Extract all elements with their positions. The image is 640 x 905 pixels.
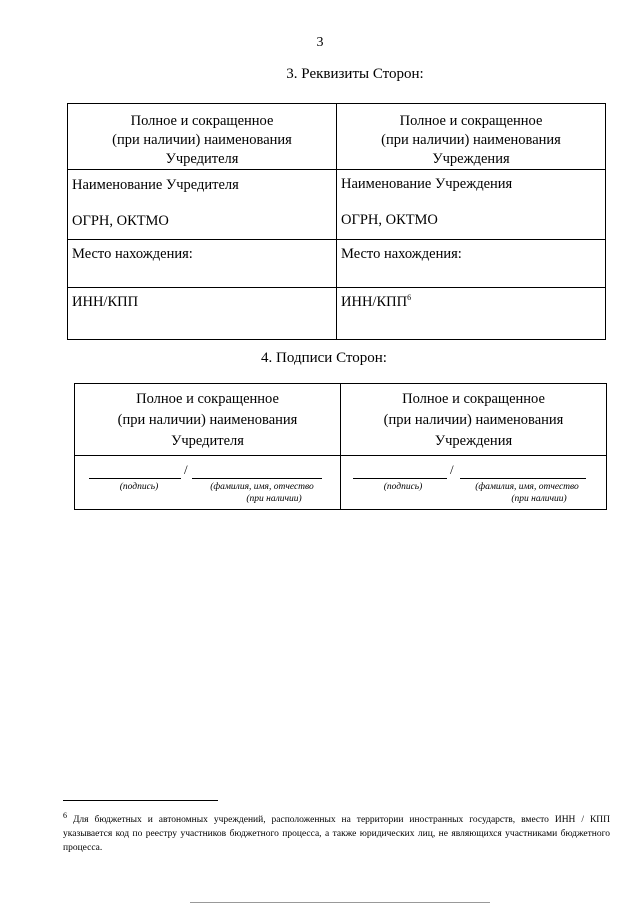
founder-signature-header-cell (75, 384, 341, 456)
signatures-table (74, 383, 607, 510)
founder-header-line-1: Полное и сокращенное (130, 113, 274, 129)
institution-ogrn-label: ОГРН, ОКТМО (341, 212, 438, 228)
signatures-row (75, 456, 607, 510)
founder-name-caption (192, 481, 332, 505)
footnote (63, 809, 610, 855)
institution-signature-header-line-3: Учреждения (434, 433, 513, 449)
founder-name-label: Наименование Учредителя (72, 177, 239, 193)
founder-signature-slash: / (184, 462, 188, 477)
institution-name-caption (457, 481, 597, 505)
institution-signature-caption: (подпись) (383, 482, 423, 492)
institution-name-caption-line-1: (фамилия, имя, отчество (475, 482, 579, 492)
institution-inn-cell (337, 288, 606, 340)
footnote-text: Для бюджетных и автономных учреждений, расположенных на территории иностранных государств, вместо ИНН / КПП указывается код по реестру участников бюджетного процесса, а также юридических лиц, не являющихся участниками бюджетного процесса. (63, 815, 610, 854)
institution-signature-header-line-2: (при наличии) наименования (383, 412, 564, 428)
footnote-marker: 6 (63, 811, 67, 820)
institution-location-label: Место нахождения: (341, 246, 462, 262)
institution-location-cell (337, 240, 606, 288)
founder-signature-header-line-3: Учредителя (171, 433, 244, 449)
founder-signature-header-line-2: (при наличии) наименования (117, 412, 298, 428)
requisites-inn-row (68, 288, 606, 340)
founder-inn-label: ИНН/КПП (72, 294, 139, 310)
founder-name-line (192, 478, 322, 479)
requisites-name-row (68, 170, 606, 240)
section-4-title: 4. Подписи Сторон: (261, 350, 387, 366)
founder-ogrn-label: ОГРН, ОКТМО (72, 213, 169, 229)
founder-header-line-2: (при наличии) наименования (112, 132, 292, 148)
founder-location-cell (68, 240, 337, 288)
founder-signature-line (89, 478, 181, 479)
founder-name-cell (68, 170, 337, 240)
institution-signature-slash: / (450, 462, 454, 477)
institution-name-label: Наименование Учреждения (341, 176, 513, 192)
institution-signature-cell (341, 456, 607, 510)
founder-header-line-3: Учредителя (165, 151, 239, 167)
institution-inn-label: ИНН/КПП (341, 293, 408, 310)
founder-signature-cell (75, 456, 341, 510)
bottom-border-line (190, 902, 490, 903)
institution-name-caption-line-2: (при наличии) (511, 494, 567, 504)
institution-name-cell (337, 170, 606, 240)
requisites-header-row (68, 104, 606, 170)
institution-header-cell (337, 104, 606, 170)
institution-header-line-1: Полное и сокращенное (399, 113, 543, 129)
institution-signature-header-line-1: Полное и сокращенное (402, 391, 545, 407)
requisites-location-row (68, 240, 606, 288)
founder-header-cell (68, 104, 337, 170)
institution-header-line-2: (при наличии) наименования (381, 132, 561, 148)
page-number: 3 (316, 35, 324, 50)
requisites-table (67, 103, 606, 340)
institution-header-line-3: Учреждения (432, 151, 510, 167)
founder-name-caption-line-2: (при наличии) (246, 494, 302, 504)
founder-signature-header-line-1: Полное и сокращенное (136, 391, 279, 407)
institution-signature-header-cell (341, 384, 607, 456)
institution-signature-line (353, 478, 447, 479)
founder-name-caption-line-1: (фамилия, имя, отчество (210, 482, 314, 492)
signatures-header-row (75, 384, 607, 456)
founder-signature-caption: (подпись) (119, 482, 159, 492)
footnote-reference: 6 (407, 293, 412, 302)
founder-inn-cell (68, 288, 337, 340)
section-3-title: 3. Реквизиты Сторон: (286, 66, 424, 82)
founder-location-label: Место нахождения: (72, 246, 193, 262)
footnote-separator (63, 800, 218, 801)
institution-name-line (460, 478, 586, 479)
